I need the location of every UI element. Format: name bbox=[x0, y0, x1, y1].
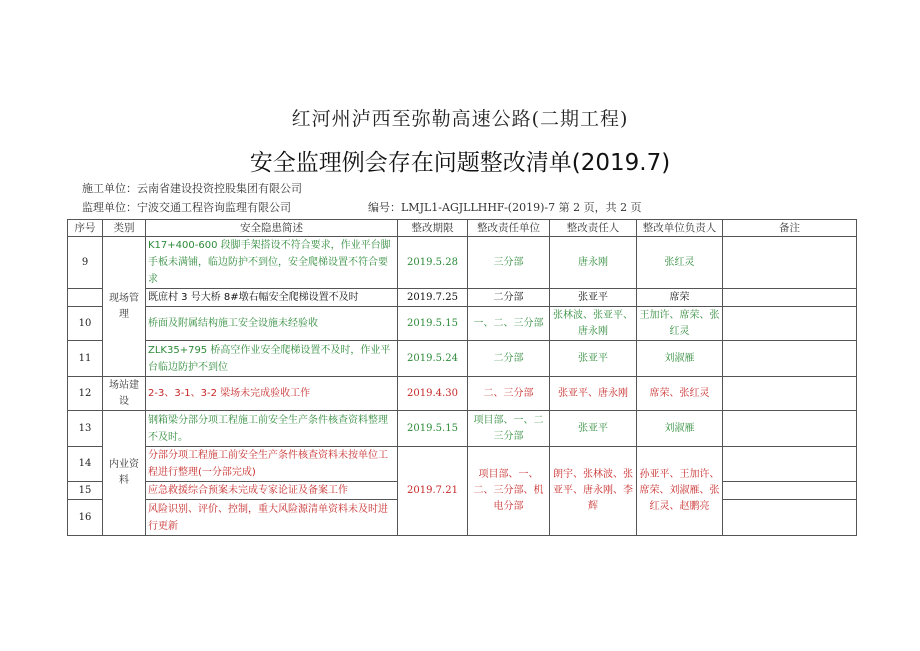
row-remarks bbox=[723, 411, 857, 447]
row-deadline: 2019.5.28 bbox=[398, 237, 468, 289]
row-number: 12 bbox=[68, 377, 103, 411]
row-description: K17+400-600 段脚手架搭设不符合要求，作业平台脚手板未满铺，临边防护不到位，安全爬梯设置不符合要求 bbox=[146, 237, 398, 289]
row-remarks bbox=[723, 377, 857, 411]
table-row bbox=[68, 237, 857, 289]
row-description: ZLK35+795 桥高空作业安全爬梯设置不及时，作业平台临边防护不到位 bbox=[146, 341, 398, 377]
category-site: 场站建设 bbox=[103, 377, 146, 411]
row-unit: 项目部、一、二三分部 bbox=[468, 411, 550, 447]
row-remarks bbox=[723, 341, 857, 377]
row-unit: 二分部 bbox=[468, 341, 550, 377]
row-description: 钢箱梁分部分项工程施工前安全生产条件核查资料整理不及时。 bbox=[146, 411, 398, 447]
row-head: 席荣、张红灵 bbox=[637, 377, 723, 411]
row-deadline: 2019.5.15 bbox=[398, 307, 468, 341]
row-number: 13 bbox=[68, 411, 103, 447]
merged-unit: 项目部、一、二、三分部、机电分部 bbox=[468, 447, 550, 536]
header-head: 整改单位负责人 bbox=[637, 220, 723, 237]
row-deadline: 2019.4.30 bbox=[398, 377, 468, 411]
row-description: 既庶村 3 号大桥 8#墩右幅安全爬梯设置不及时 bbox=[146, 289, 398, 307]
row-person: 张亚平 bbox=[550, 341, 637, 377]
header-unit: 整改责任单位 bbox=[468, 220, 550, 237]
row-deadline: 2019.5.15 bbox=[398, 411, 468, 447]
serial-number: 编号：LMJL1-AGJLLHHF-(2019)-7 第 2 页，共 2 页 bbox=[368, 201, 642, 214]
supervision-unit: 监理单位：宁波交通工程咨询监理有限公司 bbox=[82, 201, 291, 214]
row-remarks bbox=[723, 500, 857, 536]
row-number bbox=[68, 289, 103, 307]
row-person: 张亚平、唐永刚 bbox=[550, 377, 637, 411]
row-number: 11 bbox=[68, 341, 103, 377]
row-description: 风险识别、评价、控制，重大风险源清单资料未及时进行更新 bbox=[146, 500, 398, 536]
row-remarks bbox=[723, 482, 857, 500]
row-head: 刘淑雁 bbox=[637, 411, 723, 447]
row-person: 张林波、张亚平、唐永刚 bbox=[550, 307, 637, 341]
row-number: 15 bbox=[68, 482, 103, 500]
row-unit: 三分部 bbox=[468, 237, 550, 289]
row-unit: 一、二、三分部 bbox=[468, 307, 550, 341]
header-deadline: 整改期限 bbox=[398, 220, 468, 237]
merged-person: 朗宇、张林波、张亚平、唐永刚、李辉 bbox=[550, 447, 637, 536]
row-description: 应急救援综合预案未完成专家论证及备案工作 bbox=[146, 482, 398, 500]
row-head: 席荣 bbox=[637, 289, 723, 307]
row-unit: 二、三分部 bbox=[468, 377, 550, 411]
merged-deadline: 2019.7.21 bbox=[398, 447, 468, 536]
row-head: 王加许、席荣、张红灵 bbox=[637, 307, 723, 341]
row-unit: 二分部 bbox=[468, 289, 550, 307]
category-field: 现场管理 bbox=[103, 237, 146, 377]
row-number: 14 bbox=[68, 447, 103, 482]
table-row bbox=[68, 307, 857, 341]
row-person: 张亚平 bbox=[550, 411, 637, 447]
construction-unit: 施工单位：云南省建设投资控股集团有限公司 bbox=[82, 182, 302, 195]
row-number: 9 bbox=[68, 237, 103, 289]
document-title: 红河州泸西至弥勒高速公路(二期工程) bbox=[291, 108, 629, 130]
table-row bbox=[68, 447, 857, 482]
table-row bbox=[68, 377, 857, 411]
row-person: 张亚平 bbox=[550, 289, 637, 307]
header-no: 序号 bbox=[68, 220, 103, 237]
header-category: 类别 bbox=[103, 220, 146, 237]
table-row bbox=[68, 411, 857, 447]
row-remarks bbox=[723, 237, 857, 289]
row-remarks bbox=[723, 307, 857, 341]
row-deadline: 2019.5.24 bbox=[398, 341, 468, 377]
merged-head: 孙亚平、王加许、席荣、刘淑雁、张红灵、赵鹏亮 bbox=[637, 447, 723, 536]
row-description: 分部分项工程施工前安全生产条件核查资料未按单位工程进行整理(一分部完成) bbox=[146, 447, 398, 482]
header-description: 安全隐患简述 bbox=[146, 220, 398, 237]
header-person: 整改责任人 bbox=[550, 220, 637, 237]
row-head: 刘淑雁 bbox=[637, 341, 723, 377]
table-row bbox=[68, 289, 857, 307]
row-head: 张红灵 bbox=[637, 237, 723, 289]
row-description: 2-3、3-1、3-2 梁场未完成验收工作 bbox=[146, 377, 398, 411]
issues-table bbox=[67, 219, 857, 536]
row-remarks bbox=[723, 289, 857, 307]
supervision-line bbox=[82, 199, 642, 215]
row-person: 唐永刚 bbox=[550, 237, 637, 289]
document-subtitle: 安全监理例会存在问题整改清单(2019.7) bbox=[249, 150, 671, 176]
row-number: 10 bbox=[68, 307, 103, 341]
row-number: 16 bbox=[68, 500, 103, 536]
row-remarks bbox=[723, 447, 857, 482]
header-remarks: 备注 bbox=[723, 220, 857, 237]
table-row bbox=[68, 341, 857, 377]
row-description: 桥面及附属结构施工安全设施未经验收 bbox=[146, 307, 398, 341]
table-header-row bbox=[68, 220, 857, 237]
row-deadline: 2019.7.25 bbox=[398, 289, 468, 307]
category-internal: 内业资料 bbox=[103, 411, 146, 536]
